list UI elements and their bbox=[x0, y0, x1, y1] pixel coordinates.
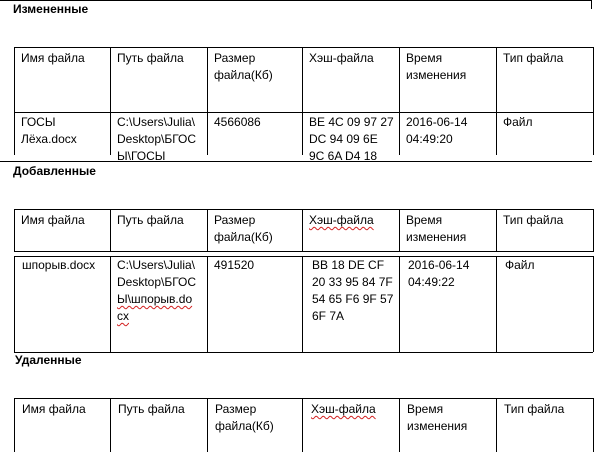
section-title-added: Добавленные bbox=[13, 164, 96, 178]
cell-file-path-line2: Desktop\БГОС bbox=[117, 132, 197, 146]
table-rule bbox=[14, 352, 593, 353]
header-file-size: Размер файла(Кб) bbox=[214, 213, 273, 244]
table-rule bbox=[14, 398, 593, 399]
header-file-size: Размер файла(Кб) bbox=[214, 51, 273, 82]
cell-file-name: шпорыв.docx bbox=[22, 258, 96, 272]
table-rule bbox=[593, 398, 594, 452]
cell-file-hash-line4: 6F 7A bbox=[312, 309, 345, 323]
cell-file-hash-line1: BE 4C 09 97 27 bbox=[309, 115, 394, 129]
cell-modified-date: 2016-06-14 bbox=[408, 258, 470, 272]
header-modified-time: Время изменения bbox=[407, 402, 468, 433]
table-rule bbox=[496, 398, 497, 452]
cell-file-path-line3-text: Ы\шпорыв.do bbox=[117, 292, 193, 306]
cell-modified-date: 2016-06-14 bbox=[406, 115, 468, 129]
section-title-changed: Измененные bbox=[13, 2, 89, 16]
header-file-hash: Хэш-файла bbox=[309, 51, 374, 65]
table-rule bbox=[399, 256, 400, 352]
page-break-rule bbox=[0, 161, 592, 162]
header-file-size: Размер файла(Кб) bbox=[215, 402, 274, 433]
table-rule bbox=[207, 256, 208, 352]
table-rule bbox=[593, 256, 594, 352]
table-rule bbox=[14, 47, 593, 48]
header-file-path: Путь файла bbox=[117, 51, 184, 65]
cell-file-name-line1: ГОСЫ bbox=[21, 115, 56, 129]
cell-file-hash-line1: BB 18 DE CF bbox=[312, 258, 385, 272]
table-rule bbox=[399, 398, 400, 452]
cell-file-path-line2: Desktop\БГОС bbox=[117, 275, 197, 289]
section-title-deleted: Удаленные bbox=[15, 353, 82, 367]
header-modified-time: Время изменения bbox=[406, 51, 467, 82]
header-file-type: Тип файла bbox=[503, 51, 564, 65]
table-rule bbox=[496, 209, 497, 252]
cell-file-size: 4566086 bbox=[214, 115, 261, 129]
table-rule bbox=[14, 209, 593, 210]
header-file-name: Имя файла bbox=[21, 213, 85, 227]
table-rule bbox=[207, 398, 208, 452]
header-file-type: Тип файла bbox=[504, 402, 565, 416]
header-file-type: Тип файла bbox=[503, 213, 564, 227]
table-rule bbox=[593, 209, 594, 252]
table-row bbox=[14, 113, 594, 163]
cell-modified-time: 04:49:20 bbox=[406, 132, 453, 146]
table-rule bbox=[207, 209, 208, 252]
table-rule bbox=[496, 256, 497, 352]
cell-file-path-line3 bbox=[117, 291, 192, 308]
cell-file-type: Файл bbox=[503, 115, 533, 129]
cell-file-hash-line3: 54 65 F6 9F 57 bbox=[312, 292, 394, 306]
table-rule bbox=[399, 209, 400, 252]
cell-modified-time: 04:49:22 bbox=[408, 275, 455, 289]
page-top-rule bbox=[0, 0, 591, 1]
header-file-hash: Хэш-файла bbox=[309, 213, 374, 227]
cell-file-path-line1: C:\Users\Julia\ bbox=[117, 115, 196, 129]
cell-file-name-line2: Лёха.docx bbox=[21, 132, 77, 146]
table-rule bbox=[110, 398, 111, 452]
table-rule bbox=[110, 256, 111, 352]
cell-file-type: Файл bbox=[505, 258, 535, 272]
header-file-path: Путь файла bbox=[117, 213, 184, 227]
cell-file-path-line3: Ы\ГОСЫ bbox=[117, 149, 166, 163]
cell-file-path-line1: C:\Users\Julia\ bbox=[117, 258, 196, 272]
table-rule bbox=[302, 398, 303, 452]
header-file-name: Имя файла bbox=[22, 402, 86, 416]
cell-file-path-line4: cx bbox=[117, 309, 129, 323]
table-rule bbox=[110, 209, 111, 252]
table-rule bbox=[14, 398, 15, 452]
header-file-name: Имя файла bbox=[21, 51, 85, 65]
cell-file-hash-line3: 9C 6A D4 18 bbox=[309, 149, 378, 163]
header-file-path: Путь файла bbox=[118, 402, 185, 416]
header-file-hash: Хэш-файла bbox=[311, 402, 376, 416]
header-modified-time: Время изменения bbox=[406, 213, 467, 244]
table-rule bbox=[14, 209, 15, 252]
table-rule bbox=[14, 256, 15, 352]
page-right-rule bbox=[591, 0, 592, 9]
table-rule bbox=[14, 251, 593, 252]
table-rule bbox=[302, 209, 303, 252]
cell-file-size: 491520 bbox=[214, 258, 255, 272]
table-rule bbox=[302, 256, 303, 352]
cell-file-hash-line2: DC 94 09 6E bbox=[309, 132, 378, 146]
cell-file-hash-line2: 20 33 95 84 7F bbox=[312, 275, 393, 289]
